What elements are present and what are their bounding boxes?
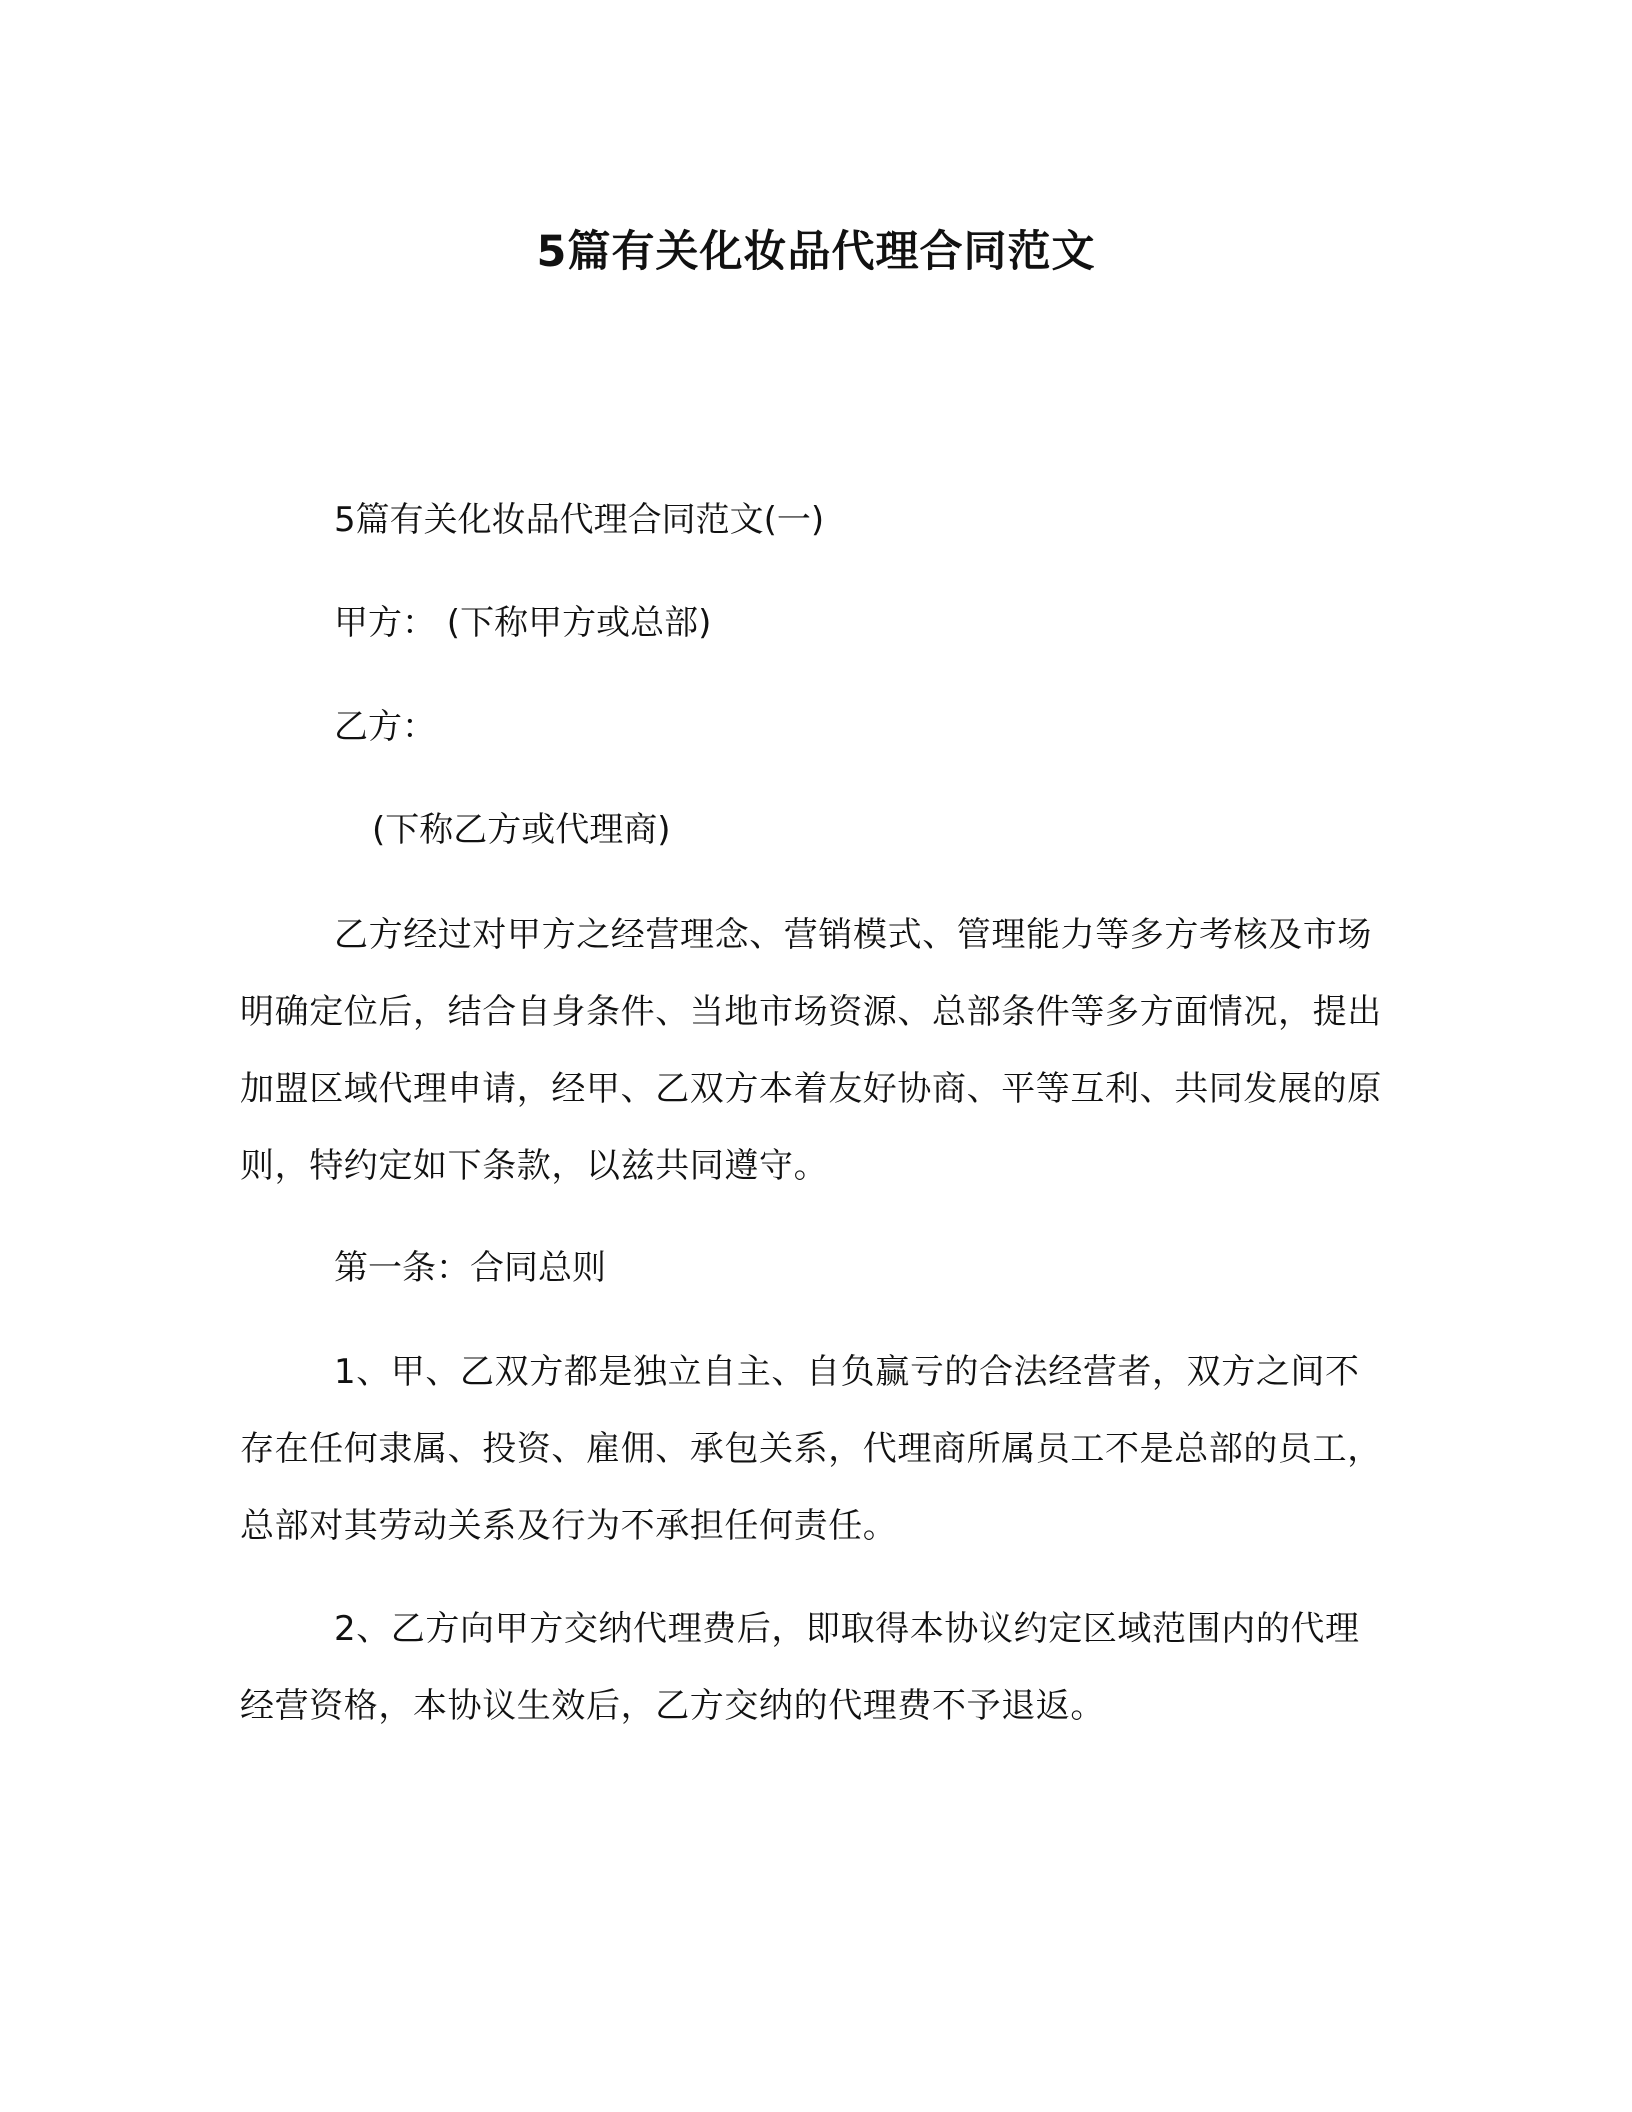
section-heading: 5篇有关化妆品代理合同范文(一) [334,500,825,540]
clause-2-paragraph: 2、乙方向甲方交纳代理费后，即取得本协议约定区域范围内的代理经营资格，本协议生效后，乙方交纳的代理费不予退返。 [240,1609,1360,1726]
preamble-paragraph: 乙方经过对甲方之经营理念、营销模式、管理能力等多方考核及市场明确定位后，结合自身条件、当地市场资源、总部条件等多方面情况，提出加盟区域代理申请，经甲、乙双方本着友好协商、平等互利、共同发展的原则，特约定如下条款，以兹共同遵守。 [240,915,1382,1186]
party-b-note: (下称乙方或代理商) [372,810,671,850]
document-title: 5篇有关化妆品代理合同范文 [536,227,1096,277]
clause-1-paragraph: 1、甲、乙双方都是独立自主、自负赢亏的合法经营者，双方之间不存在任何隶属、投资、雇佣、承包关系，代理商所属员工不是总部的员工，总部对其劳动关系及行为不承担任何责任。 [240,1352,1382,1546]
article-1-heading: 第一条：合同总则 [334,1248,606,1288]
party-a-line: 甲方： (下称甲方或总部) [334,603,712,643]
party-b-line: 乙方： [334,707,436,747]
